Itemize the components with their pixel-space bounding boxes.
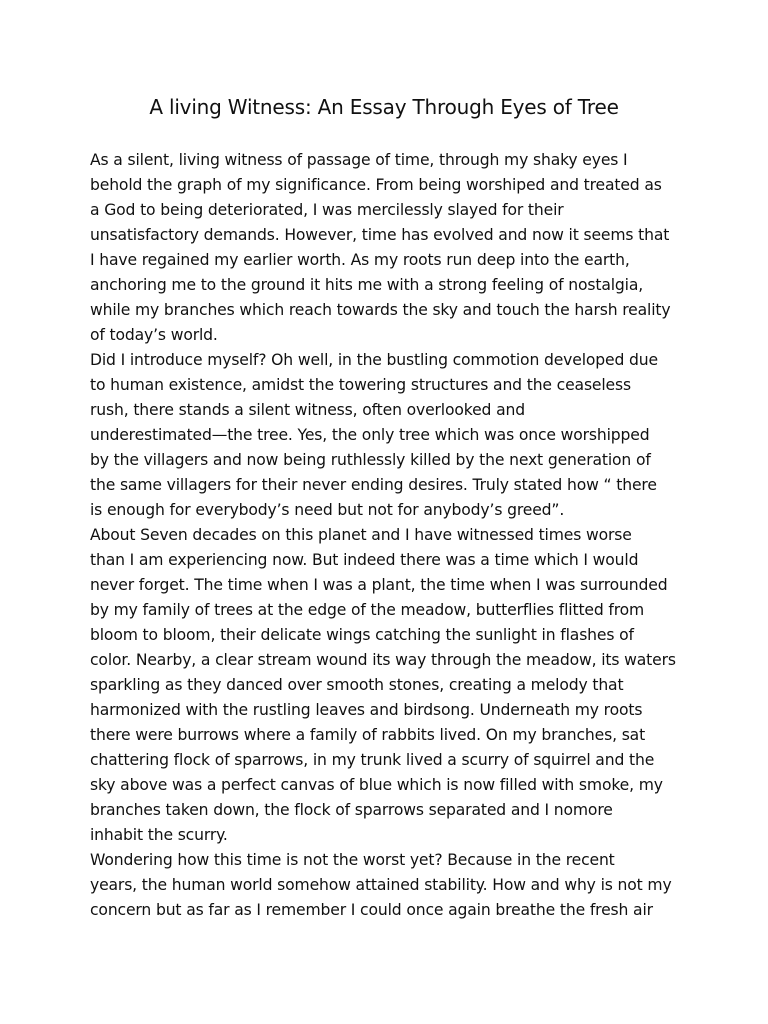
essay-line: behold the graph of my significance. From being worshiped and treated as: [90, 176, 662, 194]
essay-line: bloom to bloom, their delicate wings catching the sunlight in flashes of: [90, 626, 634, 644]
essay-line: About Seven decades on this planet and I have witnessed times worse: [90, 526, 632, 544]
essay-body: [90, 148, 690, 923]
essay-line: I have regained my earlier worth. As my roots run deep into the earth,: [90, 251, 630, 269]
essay-line: anchoring me to the ground it hits me with a strong feeling of nostalgia,: [90, 276, 644, 294]
essay-line: never forget. The time when I was a plant, the time when I was surrounded: [90, 576, 668, 594]
essay-line: of today’s world.: [90, 326, 218, 344]
essay-line: Did I introduce myself? Oh well, in the bustling commotion developed due: [90, 351, 658, 369]
essay-line: underestimated—the tree. Yes, the only tree which was once worshipped: [90, 426, 650, 444]
essay-line: harmonized with the rustling leaves and birdsong. Underneath my roots: [90, 701, 643, 719]
essay-line: by my family of trees at the edge of the meadow, butterflies flitted from: [90, 601, 645, 619]
essay-line: chattering flock of sparrows, in my trunk lived a scurry of squirrel and the: [90, 751, 655, 769]
essay-line: branches taken down, the flock of sparrows separated and I nomore: [90, 801, 613, 819]
essay-line: is enough for everybody’s need but not for anybody’s greed”.: [90, 501, 565, 519]
essay-line: color. Nearby, a clear stream wound its way through the meadow, its waters: [90, 651, 676, 669]
essay-line: Wondering how this time is not the worst yet? Because in the recent: [90, 851, 615, 869]
essay-title: A living Witness: An Essay Through Eyes of Tree: [149, 95, 619, 119]
essay-line: the same villagers for their never ending desires. Truly stated how “ there: [90, 476, 657, 494]
essay-line: inhabit the scurry.: [90, 826, 228, 844]
essay-line: there were burrows where a family of rabbits lived. On my branches, sat: [90, 726, 646, 744]
essay-line: sparkling as they danced over smooth stones, creating a melody that: [90, 676, 624, 694]
essay-line: concern but as far as I remember I could once again breathe the fresh air: [90, 901, 653, 919]
essay-line: to human existence, amidst the towering structures and the ceaseless: [90, 376, 631, 394]
essay-line: while my branches which reach towards the sky and touch the harsh reality: [90, 301, 671, 319]
essay-line: by the villagers and now being ruthlessly killed by the next generation of: [90, 451, 651, 469]
essay-line: a God to being deteriorated, I was mercilessly slayed for their: [90, 201, 564, 219]
essay-line: unsatisfactory demands. However, time has evolved and now it seems that: [90, 226, 670, 244]
essay-line: years, the human world somehow attained stability. How and why is not my: [90, 876, 672, 894]
essay-line: than I am experiencing now. But indeed there was a time which I would: [90, 551, 639, 569]
essay-line: rush, there stands a silent witness, often overlooked and: [90, 401, 525, 419]
essay-line: sky above was a perfect canvas of blue which is now filled with smoke, my: [90, 776, 663, 794]
essay-line: As a silent, living witness of passage of time, through my shaky eyes I: [90, 151, 628, 169]
